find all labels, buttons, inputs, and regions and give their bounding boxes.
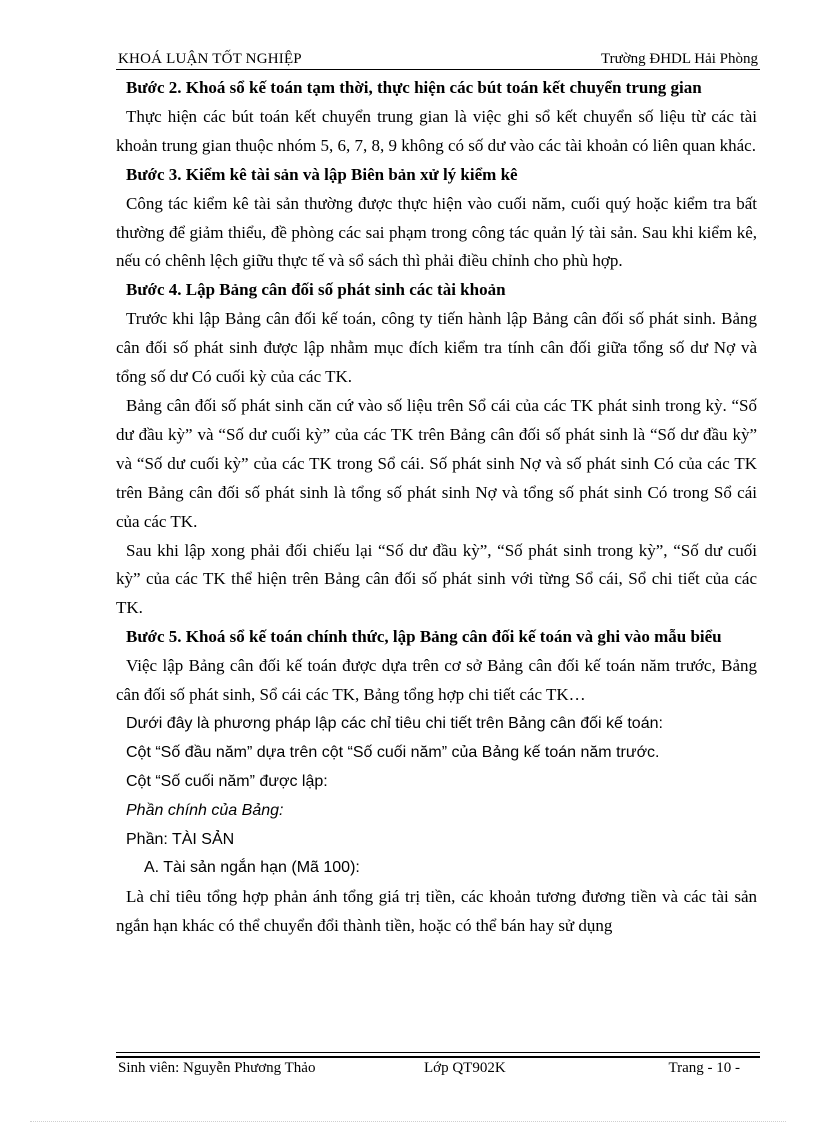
paragraph: Bảng cân đối số phát sinh căn cứ vào số liệu trên Sổ cái của các TK phát sinh trong kỳ. “Số dư đầu kỳ” và “Số dư cuối kỳ” của các TK trên Bảng cân đối số phát sinh là “Số dư đầu kỳ” và “Số dư cuối kỳ” của các TK trong Sổ cái. Số phát sinh Nợ và số phát sinh Có của các TK trên Bảng cân đối số phát sinh là tổng số phát sinh Nợ và tổng số phát sinh Có trong Sổ cái của các TK. (116, 395, 757, 531)
footer-page-number: Trang - 10 - (668, 1060, 740, 1076)
item-label: A. Tài sản ngắn hạn (Mã 100): (144, 859, 360, 877)
paragraph: Việc lập Bảng cân đối kế toán được dựa trên cơ sở Bảng cân đối kế toán năm trước, Bảng cân đối số phát sinh, Sổ cái các TK, Bảng tổng hợp chi tiết các TK… (116, 656, 757, 705)
paragraph: Là chỉ tiêu tổng hợp phản ánh tổng giá trị tiền, các khoản tương đương tiền và các tài sản ngắn hạn khác có thể chuyển đổi thành tiền, hoặc có thể bán hay sử dụng (116, 887, 757, 936)
footer-rule (116, 1052, 760, 1053)
document-body (116, 74, 757, 941)
paragraph: Thực hiện các bút toán kết chuyển trung gian là việc ghi sổ kết chuyển số liệu từ các tài khoản trung gian thuộc nhóm 5, 6, 7, 8, 9 không có số dư vào các tài khoản có liên quan khác. (116, 106, 757, 155)
paragraph: Dưới đây là phương pháp lập các chỉ tiêu chi tiết trên Bảng cân đối kế toán: (126, 714, 663, 732)
step-3-heading: Bước 3. Kiểm kê tài sản và lập Biên bản xử lý kiểm kê (126, 164, 518, 184)
paragraph: Cột “Số cuối năm” được lập: (126, 772, 328, 790)
paragraph: Công tác kiểm kê tài sản thường được thực hiện vào cuối năm, cuối quý hoặc kiểm tra bất thường để giảm thiểu, đề phòng các sai phạm trong công tác quản lý tài sản. Sau khi kiểm kê, nếu có chênh lệch giữu thực tế và sổ sách thì phải điều chỉnh cho phù hợp. (116, 193, 757, 271)
page-edge (30, 1121, 786, 1122)
step-5-heading: Bước 5. Khoá sổ kế toán chính thức, lập Bảng cân đối kế toán và ghi vào mẫu biểu (126, 627, 722, 647)
header-school: Trường ĐHDL Hải Phòng (600, 51, 758, 67)
section-label: Phần: TÀI SẢN (126, 830, 235, 848)
page-header (116, 49, 760, 69)
paragraph: Cột “Số đầu năm” dựa trên cột “Số cuối năm” của Bảng kế toán năm trước. (126, 743, 660, 761)
header-rule (116, 69, 760, 70)
header-title: KHOÁ LUẬN TỐT NGHIỆP (118, 51, 302, 67)
page-footer (116, 1058, 760, 1078)
footer-student: Sinh viên: Nguyễn Phương Thảo (118, 1060, 316, 1076)
paragraph: Trước khi lập Bảng cân đối kế toán, công ty tiến hành lập Bảng cân đối số phát sinh. Bảng cân đối số phát sinh được lập nhằm mục đích kiểm tra tính cân đối giữa tổng số dư Nợ và tổng số dư Có cuối kỳ của các TK. (116, 309, 757, 387)
footer-class: Lớp QT902K (424, 1060, 506, 1076)
step-4-heading: Bước 4. Lập Bảng cân đối số phát sinh các tài khoản (126, 280, 506, 300)
subsection-title: Phần chính của Bảng: (126, 801, 284, 819)
paragraph: Sau khi lập xong phải đối chiếu lại “Số dư đầu kỳ”, “Số phát sinh trong kỳ”, “Số dư cuối kỳ” của các TK thể hiện trên Bảng cân đối số phát sinh với từng Sổ cái, Sổ chi tiết của các TK. (116, 540, 757, 618)
step-2-heading: Bước 2. Khoá sổ kế toán tạm thời, thực hiện các bút toán kết chuyển trung gian (126, 78, 702, 97)
